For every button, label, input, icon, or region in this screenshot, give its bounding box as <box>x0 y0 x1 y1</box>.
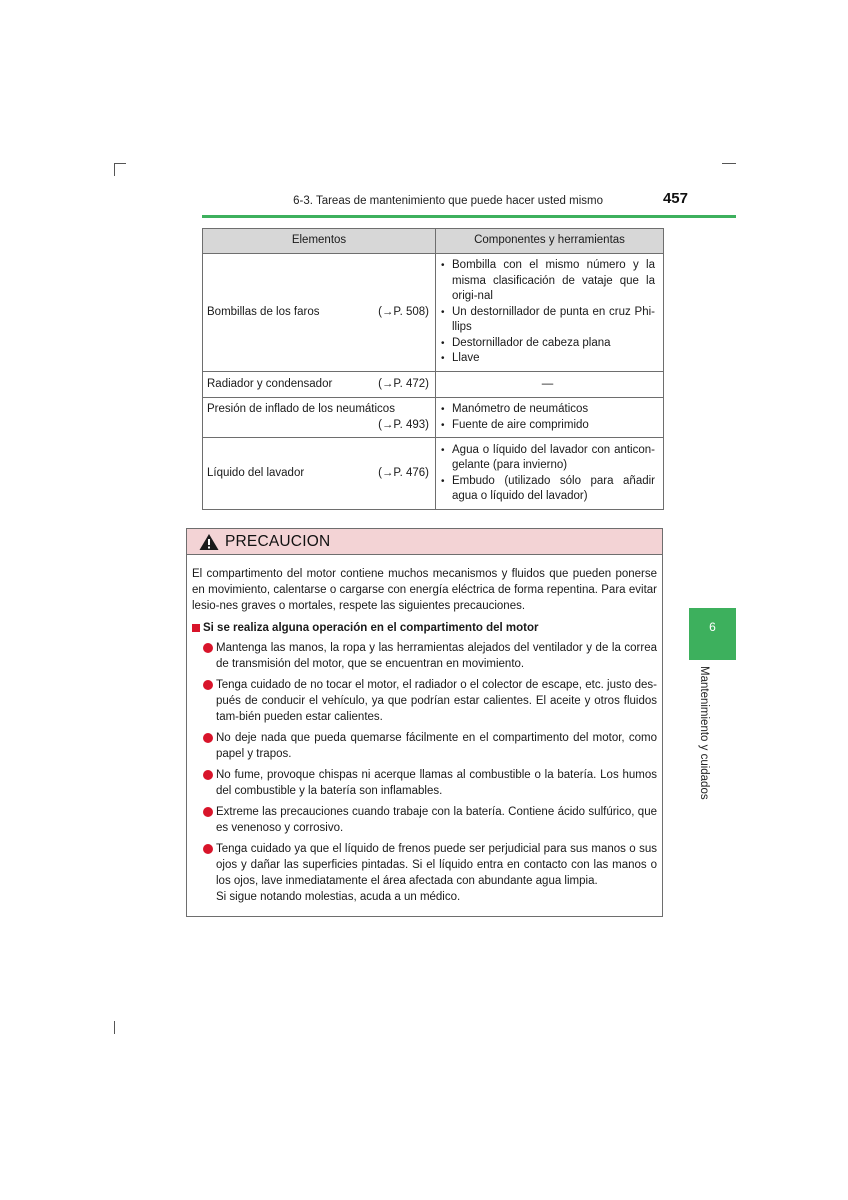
table-row <box>203 372 664 398</box>
table-row <box>203 438 664 510</box>
list-item-text: Mantenga las manos, la ropa y las herramientas alejados del ventilador y de la correa de transmisión del motor, que se encuentran en movimiento. <box>216 642 657 670</box>
element-cell <box>203 398 436 438</box>
list-item <box>192 640 657 672</box>
list-item: • Bombilla con el mismo número y la misma clasificación de vataje que la origi-nal <box>440 258 655 305</box>
red-dot-icon <box>203 643 213 653</box>
column-header-elements: Elementos <box>203 229 436 254</box>
crop-mark-top-left-horizontal <box>114 163 126 164</box>
element-cell <box>203 372 436 398</box>
parts-table <box>202 228 664 510</box>
list-item-text: Extreme las precauciones cuando trabaje con la batería. Contiene ácido sulfúrico, que es venenoso y corrosivo. <box>216 806 657 834</box>
crop-mark-bottom-left-vertical <box>114 1021 115 1034</box>
element-name: Radiador y condensador <box>207 377 333 390</box>
header-rule <box>202 215 736 218</box>
crop-mark-top-left-vertical <box>114 163 115 176</box>
list-item-main: Tenga cuidado ya que el líquido de frenos puede ser perjudicial para sus manos o sus ojos y dañar las superficies pintadas. Si el líquido entra en contacto con las manos o los ojos, lave inmediatamente el área afectada con abundante agua limpia. <box>216 843 657 887</box>
chapter-tab <box>689 608 736 660</box>
element-name: Líquido del lavador <box>207 466 305 479</box>
list-item-text <box>216 841 657 905</box>
list-item: • Destornillador de cabeza plana <box>440 336 655 352</box>
list-item: • Llave <box>440 351 655 367</box>
chapter-title: Mantenimiento y cuidados <box>698 666 710 800</box>
red-dot-icon <box>203 770 213 780</box>
components-cell <box>436 254 664 372</box>
list-item <box>192 767 657 799</box>
caution-intro: El compartimento del motor contiene muchos mecanismos y fluidos que pueden ponerse en movimiento, calentarse o cargarse con energía eléctrica de forma repentina. Para evitar lesio-nes graves o mortales, respete las siguientes precauciones. <box>192 568 657 612</box>
element-name: Presión de inflado de los neumáticos <box>207 403 395 415</box>
page-reference: (→P. 508) <box>378 305 429 318</box>
list-item-text: No deje nada que pueda quemarse fácilmente en el compartimento del motor, como papel y trapos. <box>216 732 657 760</box>
list-item: • Agua o líquido del lavador con anticon-gelante (para invierno) <box>440 443 655 474</box>
components-cell <box>436 398 664 438</box>
table-row <box>203 398 664 438</box>
red-dot-icon <box>203 733 213 743</box>
caution-header <box>187 529 662 555</box>
list-item: • Un destornillador de punta en cruz Phi-llips <box>440 305 655 336</box>
page-reference: (→P. 476) <box>378 466 429 479</box>
list-item-note: Si sigue notando molestias, acuda a un médico. <box>216 891 461 903</box>
page-number: 457 <box>662 190 688 207</box>
crop-mark-top-right-horizontal <box>722 163 736 164</box>
list-item: • Embudo (utilizado sólo para añadir agua o líquido del lavador) <box>440 474 655 505</box>
list-item-text: Tenga cuidado de no tocar el motor, el radiador o el colector de escape, etc. justo des-pués de conducir el vehículo, ya que podrían estar calientes. El aceite y otros fluidos tam-bién pueden estar calientes. <box>216 679 657 723</box>
list-item <box>192 804 657 836</box>
caution-box <box>186 528 663 917</box>
list-item: • Manómetro de neumáticos <box>440 402 655 418</box>
red-dot-icon <box>203 844 213 854</box>
list-item <box>192 841 657 905</box>
column-header-components: Componentes y herramientas <box>436 229 664 254</box>
warning-triangle-icon <box>199 533 219 551</box>
table-row <box>203 254 664 372</box>
element-cell <box>203 254 436 372</box>
page-reference: (→P. 472) <box>378 377 429 390</box>
components-cell <box>436 438 664 510</box>
caution-subheading <box>192 620 657 636</box>
list-item: • Fuente de aire comprimido <box>440 418 655 434</box>
caution-body <box>187 555 662 905</box>
chapter-number: 6 <box>709 620 716 634</box>
list-item <box>192 730 657 762</box>
list-item-text: No fume, provoque chispas ni acerque llamas al combustible o la batería. Los humos del combustible y la batería son inflamables. <box>216 769 657 797</box>
section-title: 6-3. Tareas de mantenimiento que puede hacer usted mismo <box>293 195 603 207</box>
subheading-text: Si se realiza alguna operación en el compartimento del motor <box>203 622 539 634</box>
empty-dash: — <box>541 377 554 390</box>
caution-title: PRECAUCION <box>225 532 331 550</box>
table-header-row <box>203 229 664 254</box>
list-item <box>192 677 657 725</box>
page-reference: (→P. 493) <box>378 418 429 431</box>
components-cell <box>436 372 664 398</box>
element-name: Bombillas de los faros <box>207 305 320 318</box>
red-dot-icon <box>203 680 213 690</box>
red-dot-icon <box>203 807 213 817</box>
red-square-icon <box>192 624 200 632</box>
element-cell <box>203 438 436 510</box>
